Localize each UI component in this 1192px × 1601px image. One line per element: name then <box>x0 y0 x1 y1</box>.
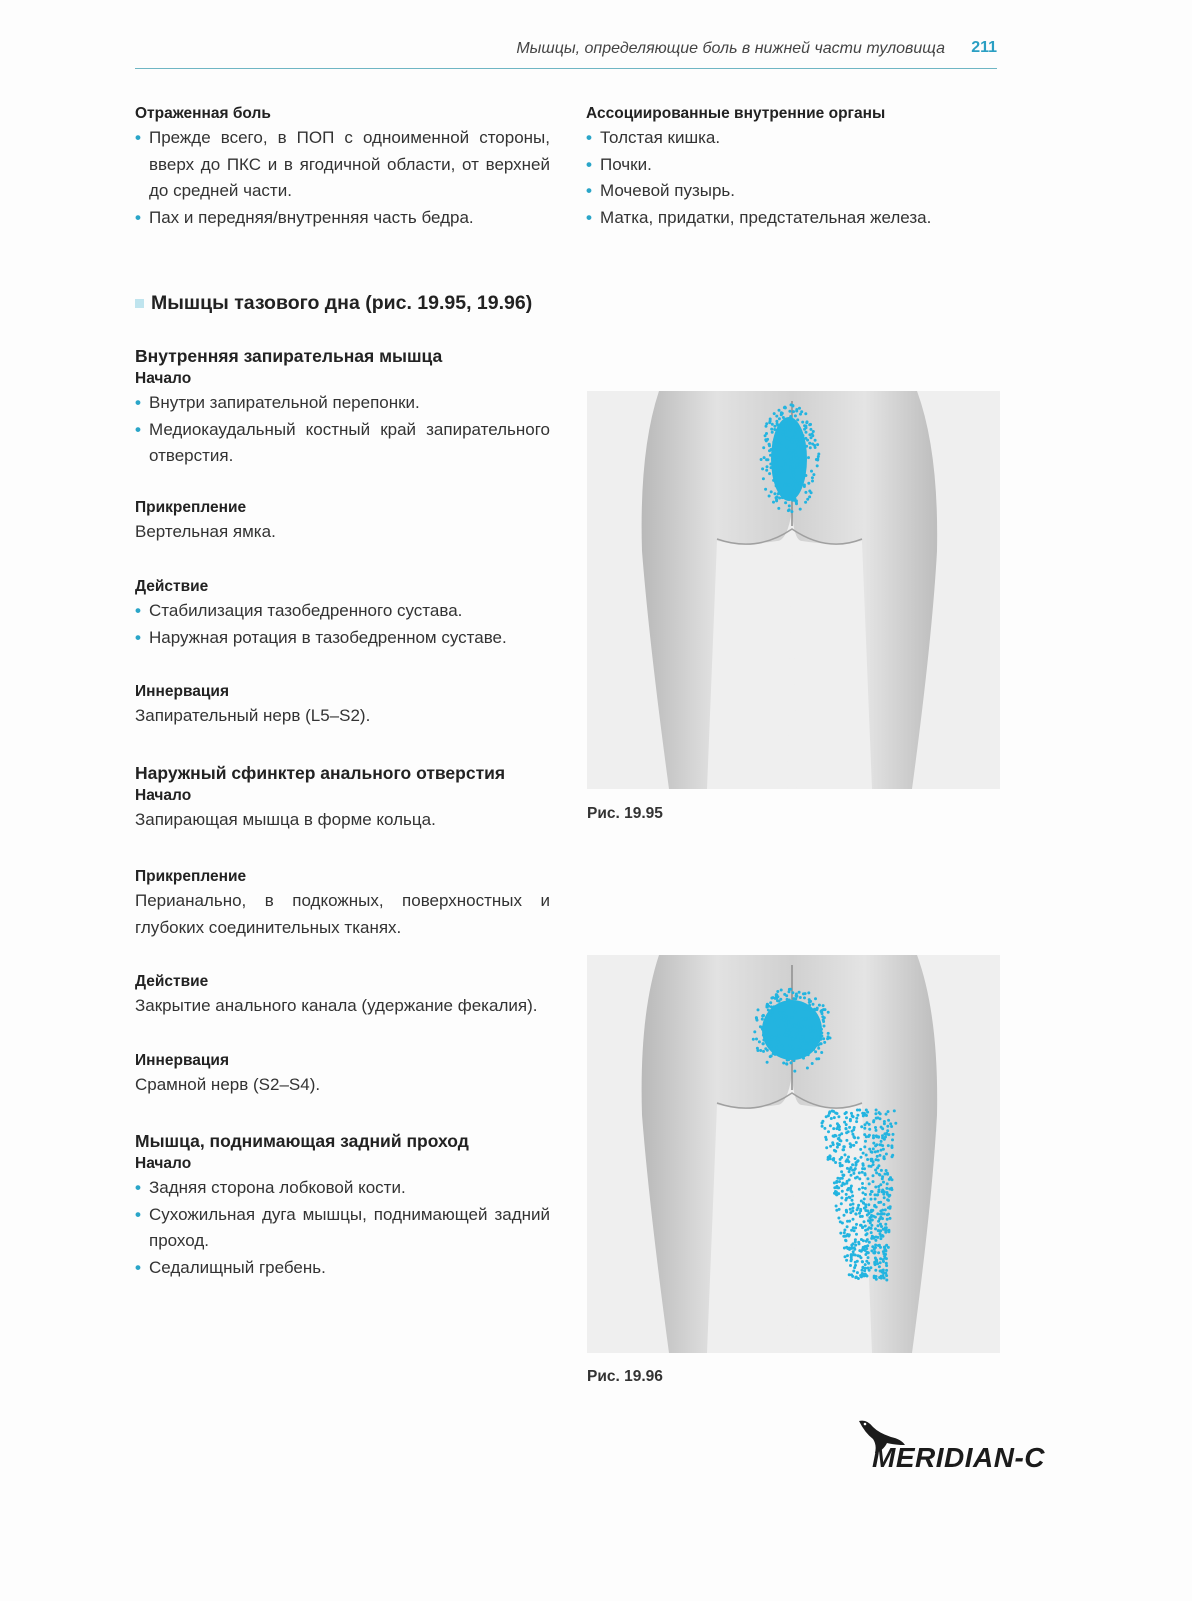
figure-19-95-caption: Рис. 19.95 <box>587 805 663 822</box>
figure-19-96 <box>587 955 1000 1353</box>
muscle1-innervation-label: Иннервация <box>135 683 229 700</box>
muscle1-innervation-text: Запирательный нерв (L5–S2). <box>135 706 371 725</box>
muscle2-innervation-block <box>135 1050 550 1099</box>
referred-pain-block <box>135 103 550 231</box>
organs-list <box>586 125 996 231</box>
muscle2-action-label: Действие <box>135 973 209 990</box>
referred-pain-heading: Отраженная боль <box>135 105 271 122</box>
muscle2-innervation-text: Срамной нерв (S2–S4). <box>135 1075 321 1094</box>
organs-block <box>586 103 996 231</box>
list-item: • Почки. <box>586 152 996 179</box>
list-item: • Внутри запирательной перепонки. <box>135 390 550 417</box>
list-item: • Стабилизация тазобедренного сустава. <box>135 598 550 625</box>
muscle3-block <box>135 1129 550 1281</box>
muscle2-origin-text: Запирающая мышца в форме кольца. <box>135 810 436 829</box>
list-item: • Прежде всего, в ПОП с одноименной стороны, вверх до ПКС и в ягодичной области, от верхней до средней части. <box>135 125 550 205</box>
muscle1-insertion-text: Вертельная ямка. <box>135 522 276 541</box>
list-item: • Толстая кишка. <box>586 125 996 152</box>
figure-19-96-caption: Рис. 19.96 <box>587 1368 663 1385</box>
list-item: • Седалищный гребень. <box>135 1255 550 1282</box>
muscle1-origin-list <box>135 390 550 470</box>
muscle1-action-block <box>135 576 550 651</box>
publisher-logo <box>857 1417 1057 1477</box>
muscle2-insertion-block <box>135 866 550 941</box>
muscle2-origin-label: Начало <box>135 787 192 804</box>
muscle1-block <box>135 344 550 470</box>
muscle1-insertion-label: Прикрепление <box>135 499 247 516</box>
referred-pain-list <box>135 125 550 231</box>
list-item: • Мочевой пузырь. <box>586 178 996 205</box>
figure-19-95 <box>587 391 1000 789</box>
page-number: 211 <box>971 39 997 56</box>
list-item: • Задняя сторона лобковой кости. <box>135 1175 550 1202</box>
muscle2-insertion-label: Прикрепление <box>135 868 247 885</box>
list-item: • Сухожильная дуга мышцы, поднимающей задний проход. <box>135 1202 550 1255</box>
header-title: Мышцы, определяющие боль в нижней части туловища <box>516 40 945 57</box>
list-item: • Наружная ротация в тазобедренном суставе. <box>135 625 550 652</box>
muscle2-name: Наружный сфинктер анального отверстия <box>135 763 506 783</box>
muscle3-name: Мышца, поднимающая задний проход <box>135 1131 469 1151</box>
logo-text: MERIDIAN-C <box>872 1442 1045 1473</box>
list-item: • Пах и передняя/внутренняя часть бедра. <box>135 205 550 232</box>
muscle1-action-list <box>135 598 550 651</box>
organs-heading: Ассоциированные внутренние органы <box>586 105 886 122</box>
muscle2-action-text: Закрытие анального канала (удержание фекалия). <box>135 996 538 1015</box>
muscle1-insertion-block <box>135 497 550 546</box>
muscle3-origin-label: Начало <box>135 1155 192 1172</box>
running-header <box>135 38 997 69</box>
section-marker-icon <box>135 299 144 308</box>
list-item: • Матка, придатки, предстательная железа. <box>586 205 996 232</box>
muscle1-name: Внутренняя запирательная мышца <box>135 346 443 366</box>
muscle2-block <box>135 761 550 834</box>
muscle2-insertion-text: Перианально, в подкожных, поверхностных и глубоких соединительных тканях. <box>135 891 550 937</box>
muscle1-origin-label: Начало <box>135 370 192 387</box>
muscle2-action-block <box>135 971 550 1020</box>
muscle2-innervation-label: Иннервация <box>135 1052 229 1069</box>
muscle3-origin-list <box>135 1175 550 1281</box>
list-item: • Медиокаудальный костный край запирательного отверстия. <box>135 417 550 470</box>
muscle1-action-label: Действие <box>135 578 209 595</box>
section-title: Мышцы тазового дна (рис. 19.95, 19.96) <box>135 290 735 316</box>
muscle1-innervation-block <box>135 681 550 730</box>
